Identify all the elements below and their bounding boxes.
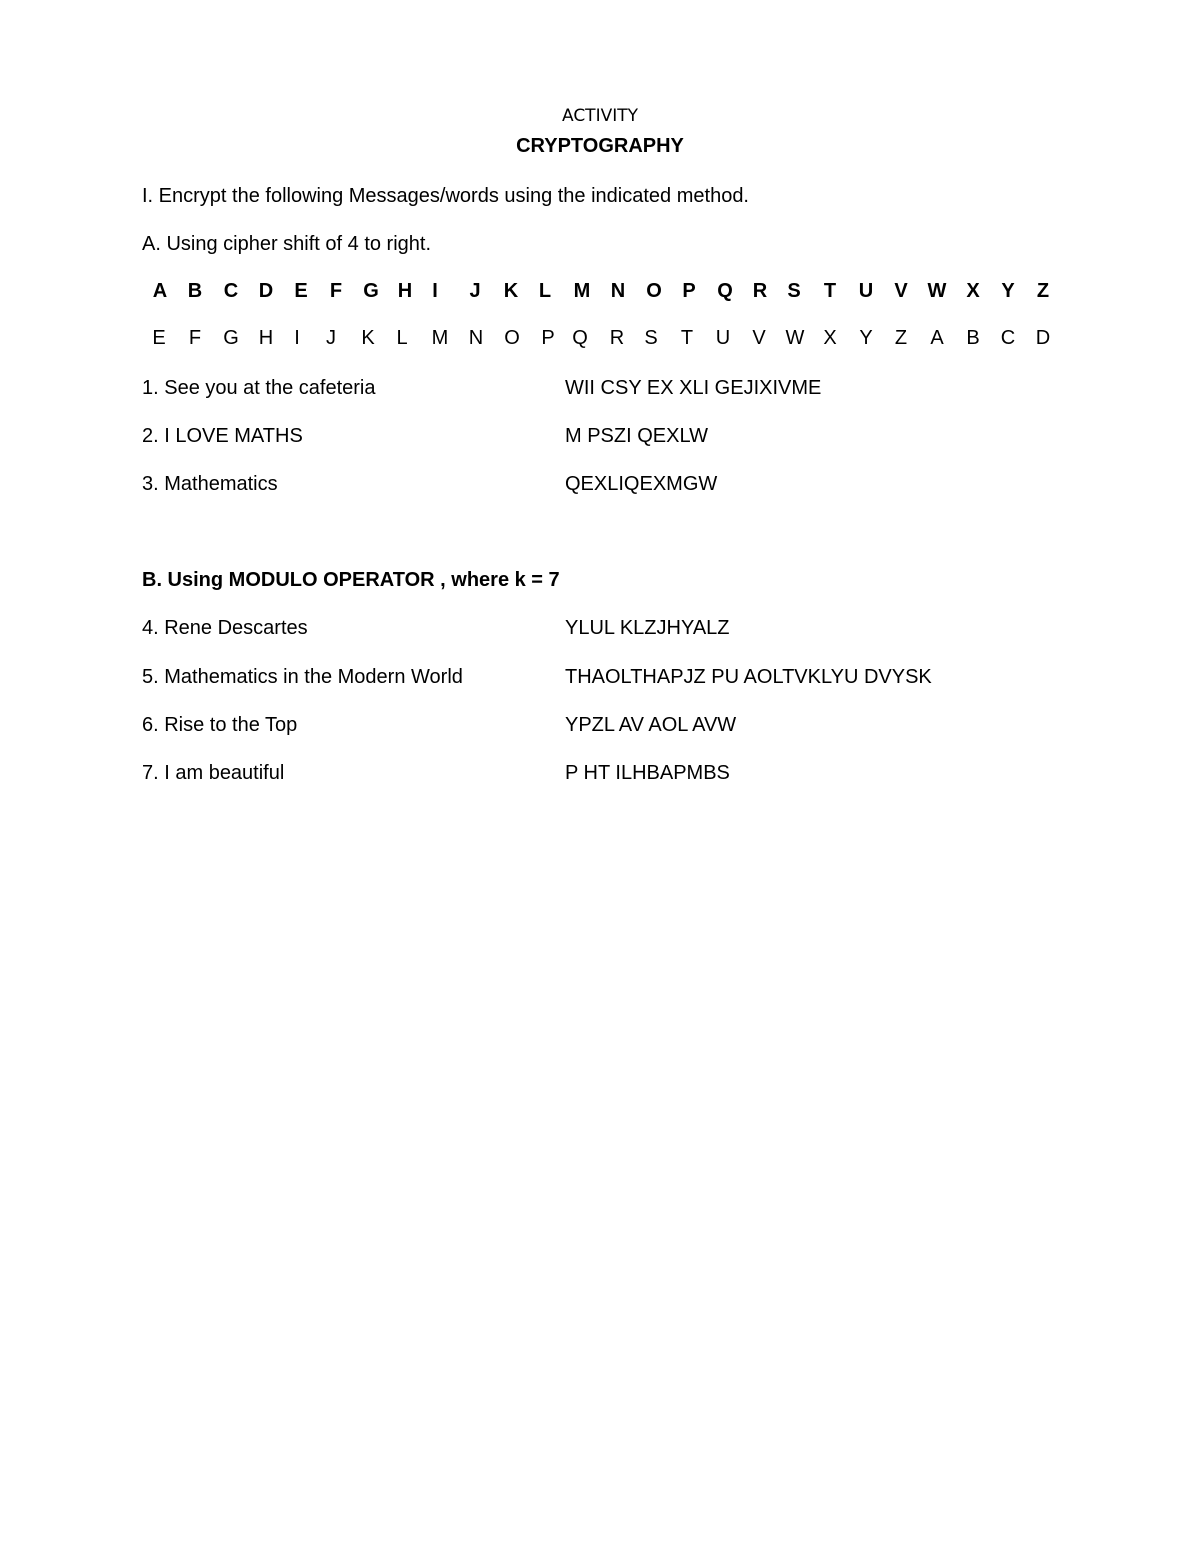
plain-letter: X bbox=[966, 280, 980, 302]
plain-letter: H bbox=[397, 280, 413, 302]
cipher-letter: H bbox=[258, 327, 274, 349]
cipher-letter: G bbox=[223, 327, 239, 349]
plain-letter: Q bbox=[717, 280, 733, 302]
cipher-letter: A bbox=[930, 327, 944, 349]
cipher-letter: J bbox=[326, 327, 336, 349]
question-5: 5. Mathematics in the Modern World bbox=[142, 666, 463, 688]
question-1: 1. See you at the cafeteria bbox=[142, 377, 376, 399]
plain-letter: U bbox=[858, 280, 874, 302]
cipher-letter: R bbox=[609, 327, 625, 349]
question-6: 6. Rise to the Top bbox=[142, 714, 298, 736]
cipher-letter: I bbox=[294, 327, 300, 349]
answer-1: WII CSY EX XLI GEJIXIVME bbox=[565, 377, 822, 399]
cipher-letter: C bbox=[1000, 327, 1016, 349]
cipher-letter: M bbox=[431, 327, 449, 349]
cipher-letter: V bbox=[752, 327, 766, 349]
section-a-heading: A. Using cipher shift of 4 to right. bbox=[142, 233, 432, 255]
plain-letter: W bbox=[927, 280, 947, 302]
question-7: 7. I am beautiful bbox=[142, 762, 285, 784]
answer-4: YLUL KLZJHYALZ bbox=[565, 617, 730, 639]
plain-letter: Z bbox=[1036, 280, 1050, 302]
question-2: 2. I LOVE MATHS bbox=[142, 425, 303, 447]
plain-letter: P bbox=[682, 280, 696, 302]
plain-letter: D bbox=[258, 280, 274, 302]
cipher-letter: Q bbox=[572, 327, 588, 349]
answer-6: YPZL AV AOL AVW bbox=[565, 714, 737, 736]
plain-letter: C bbox=[223, 280, 239, 302]
answer-5: THAOLTHAPJZ PU AOLTVKLYU DVYSK bbox=[565, 666, 932, 688]
answer-7: P HT ILHBAPMBS bbox=[565, 762, 730, 784]
cipher-letter: N bbox=[468, 327, 484, 349]
plain-letter: O bbox=[646, 280, 662, 302]
cipher-letter: F bbox=[188, 327, 202, 349]
plain-letter: K bbox=[503, 280, 519, 302]
question-3: 3. Mathematics bbox=[142, 473, 278, 495]
cipher-letter: Y bbox=[859, 327, 873, 349]
answer-3: QEXLIQEXMGW bbox=[565, 473, 718, 495]
plain-letter: L bbox=[538, 280, 552, 302]
cipher-letter: D bbox=[1035, 327, 1051, 349]
plain-letter: Y bbox=[1001, 280, 1015, 302]
cipher-letter: X bbox=[823, 327, 837, 349]
plain-letter: V bbox=[894, 280, 908, 302]
plain-letter: I bbox=[432, 280, 438, 302]
cipher-letter: W bbox=[785, 327, 805, 349]
plain-letter: S bbox=[787, 280, 801, 302]
plain-letter: B bbox=[187, 280, 203, 302]
cipher-letter: L bbox=[396, 327, 408, 349]
plain-letter: T bbox=[823, 280, 837, 302]
plain-letter: M bbox=[573, 280, 591, 302]
plain-letter: F bbox=[329, 280, 343, 302]
answer-2: M PSZI QEXLW bbox=[565, 425, 708, 447]
plain-letter: E bbox=[294, 280, 308, 302]
plain-letter: N bbox=[610, 280, 626, 302]
cipher-letter: S bbox=[644, 327, 658, 349]
page-title: CRYPTOGRAPHY bbox=[516, 135, 684, 157]
question-4: 4. Rene Descartes bbox=[142, 617, 308, 639]
plain-letter: A bbox=[152, 280, 168, 302]
plain-letter: J bbox=[469, 280, 481, 302]
plain-letter: R bbox=[752, 280, 768, 302]
activity-label: ACTIVITY bbox=[561, 106, 638, 126]
section-b-heading: B. Using MODULO OPERATOR , where k = 7 bbox=[142, 569, 560, 591]
cipher-letter: K bbox=[361, 327, 375, 349]
cipher-letter: P bbox=[541, 327, 555, 349]
instruction-text: I. Encrypt the following Messages/words using the indicated method. bbox=[142, 185, 749, 207]
cipher-letter: B bbox=[966, 327, 980, 349]
cipher-letter: U bbox=[715, 327, 731, 349]
cipher-letter: O bbox=[504, 327, 520, 349]
cipher-letter: T bbox=[680, 327, 694, 349]
plain-letter: G bbox=[363, 280, 379, 302]
cipher-letter: E bbox=[152, 327, 166, 349]
cipher-letter: Z bbox=[894, 327, 908, 349]
